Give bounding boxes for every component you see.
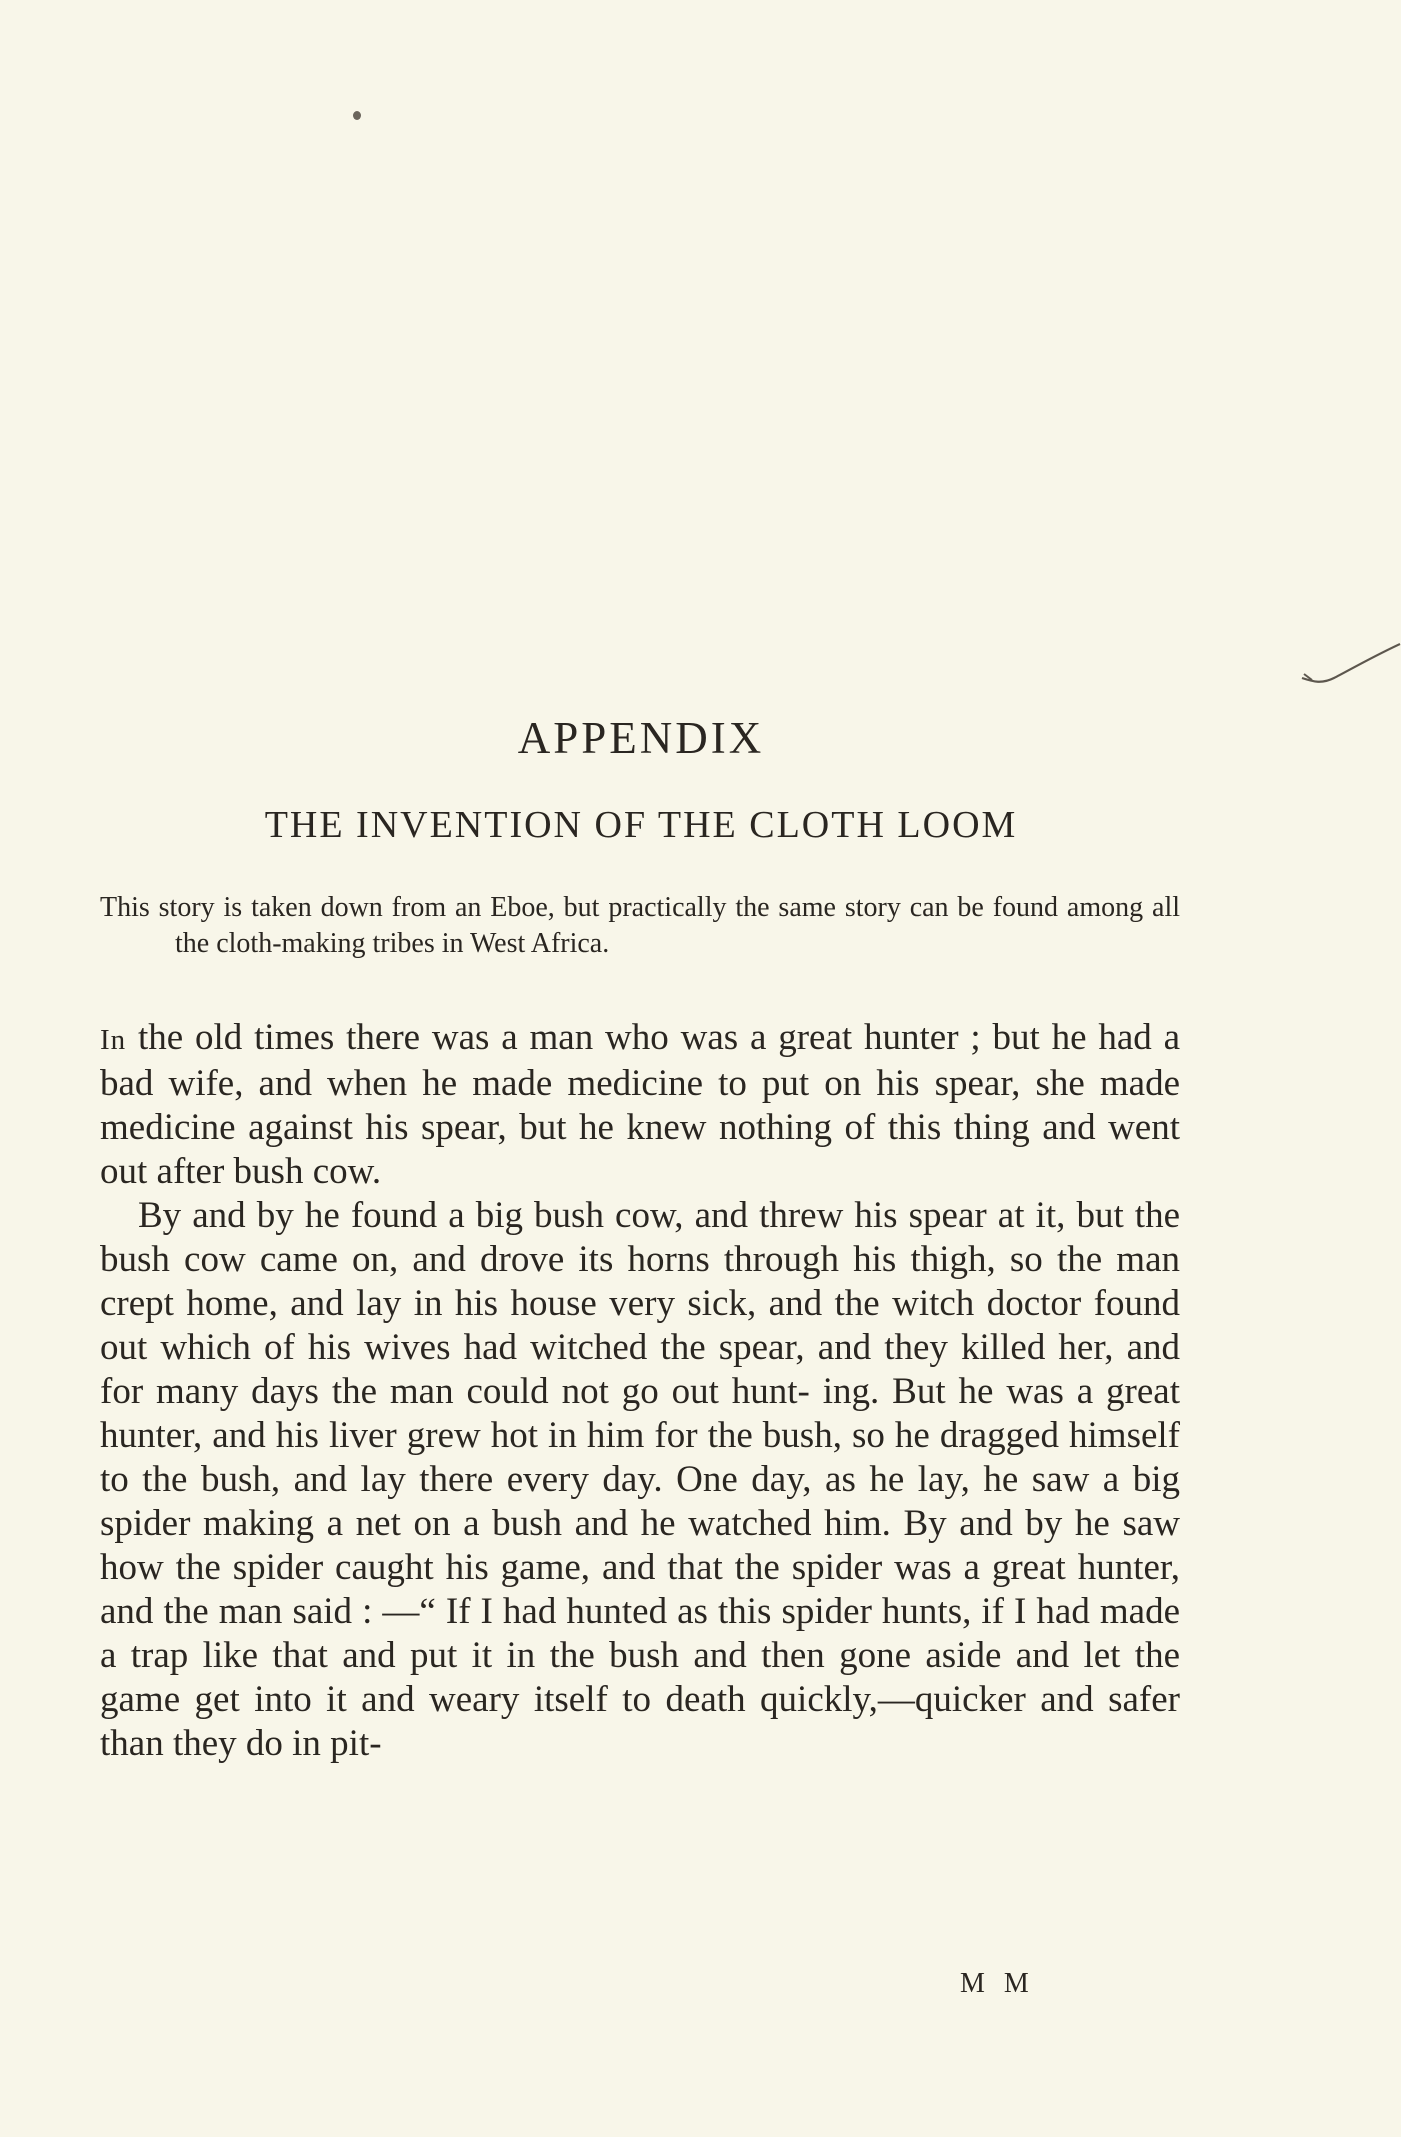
intro-note: This story is taken down from an Eboe, but practically the same story can be found among all the cloth-making tribes in West Africa. bbox=[100, 892, 1180, 959]
paragraph-2: By and by he found a big bush cow, and threw his spear at it, but the bush cow came on, and drove its horns through his thigh, so the man crept home, and lay in his house very sick, and the witch doctor found out which of his wives had witched the spear, and they killed her, and for many days the man could not go out hunt- ing. But he was a great hunter, and his liver grew hot in him for the bush, so he dragged himself to the bush, and lay there every day. One day, as he lay, he saw a big spider making a net on a bush and he watched him. By and by he saw how the spider caught his game, and that the spider was a great hunter, and the man said : —“ If I had hunted as this spider hunts, if I had made a trap like that and put it in the bush and then gone aside and let the game get into it and weary itself to death quickly,—quicker and safer than they do in pit- bbox=[100, 1195, 1180, 1764]
margin-pencil-mark bbox=[1300, 640, 1401, 690]
page-signature: M M bbox=[960, 1968, 1035, 1999]
paragraph-1 bbox=[100, 1016, 1180, 1194]
ink-speck bbox=[353, 111, 361, 120]
story-body bbox=[100, 1016, 1180, 1766]
appendix-heading: APPENDIX bbox=[517, 713, 765, 763]
drop-word: In bbox=[100, 1024, 127, 1056]
paragraph-1-text: the old times there was a man who was a great hunter ; but he had a bad wife, and when he made medicine to put on his spear, she made medicine against his spear, but he knew nothing of this thing and went out after bush cow. bbox=[100, 1017, 1180, 1192]
story-title: THE INVENTION OF THE CLOTH LOOM bbox=[264, 804, 1018, 846]
